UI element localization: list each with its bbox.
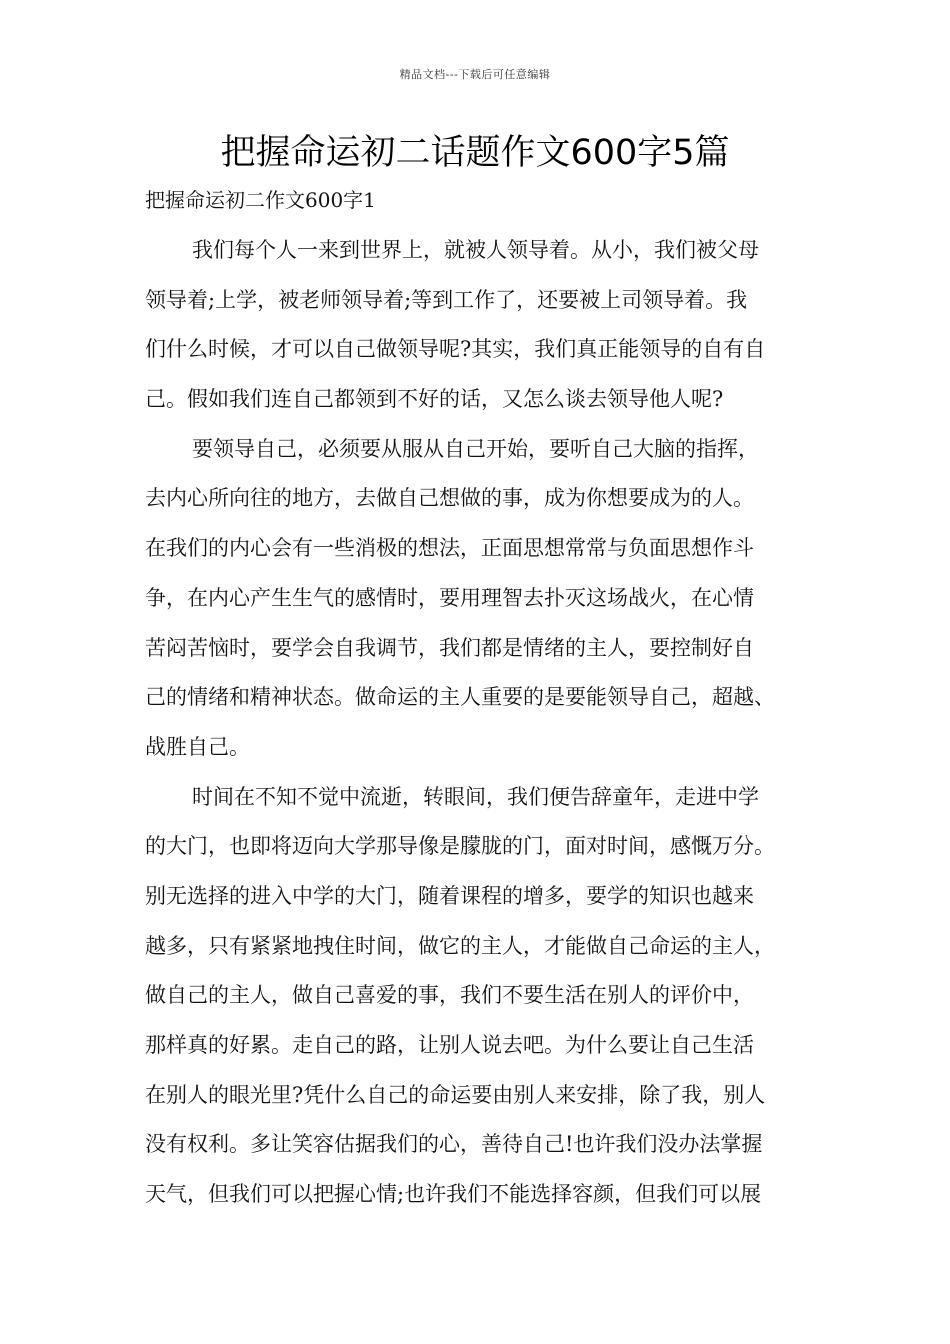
essay-line: 争，在内心产生生气的感情时，要用理智去扑灭这场战火，在心情: [145, 585, 754, 610]
section-heading: 把握命运初二作文600字1: [145, 188, 376, 212]
essay-line: 越多，只有紧紧地拽住时间，做它的主人，才能做自己命运的主人，: [145, 933, 775, 958]
essay-line: 那样真的好累。走自己的路，让别人说去吧。为什么要让自己生活: [145, 1033, 754, 1057]
essay-line: 领导着;上学，被老师领导着;等到工作了，还要被上司领导着。我: [145, 287, 748, 312]
essay-line: 去内心所向往的地方，去做自己想做的事，成为你想要成为的人。: [145, 486, 754, 511]
essay-line: 要领导自己，必须要从服从自己开始，要听自己大脑的指挥，: [192, 436, 759, 461]
essay-line: 我们每个人一来到世界上，就被人领导着。从小，我们被父母: [192, 238, 759, 262]
document-title: 把握命运初二话题作文600字5篇: [220, 133, 730, 173]
essay-line: 时间在不知不觉中流逝，转眼间，我们便告辞童年，走进中学: [192, 784, 759, 809]
essay-line: 天气，但我们可以把握心情;也许我们不能选择容颜，但我们可以展: [145, 1182, 762, 1207]
header-note: 精品文档---下载后可任意编辑: [399, 68, 551, 81]
essay-line: 苦闷苦恼时，要学会自我调节，我们都是情绪的主人，要控制好自: [145, 635, 754, 660]
essay-line: 们什么时候，才可以自己做领导呢?其实，我们真正能领导的自有自: [145, 337, 766, 362]
essay-line: 在我们的内心会有一些消极的想法，正面思想常常与负面思想作斗: [145, 536, 754, 561]
essay-line: 没有权利。多让笑容估据我们的心，善待自己!也许我们没办法掌握: [145, 1132, 763, 1157]
essay-line: 战胜自己。: [145, 734, 250, 759]
essay-line: 在别人的眼光里?凭什么自己的命运要由别人来安排，除了我，别人: [145, 1082, 766, 1107]
essay-line: 己的情绪和精神状态。做命运的主人重要的是要能领导自己，超越、: [145, 685, 775, 710]
essay-line: 己。假如我们连自己都领到不好的话，又怎么谈去领导他人呢?: [145, 387, 724, 412]
essay-line: 做自己的主人，做自己喜爱的事，我们不要生活在别人的评价中，: [145, 983, 754, 1008]
essay-line: 的大门，也即将迈向大学那导像是朦胧的门，面对时间，感慨万分。: [145, 834, 775, 859]
essay-line: 别无选择的进入中学的大门，随着课程的增多，要学的知识也越来: [145, 883, 754, 908]
essay-body: [145, 226, 805, 1220]
